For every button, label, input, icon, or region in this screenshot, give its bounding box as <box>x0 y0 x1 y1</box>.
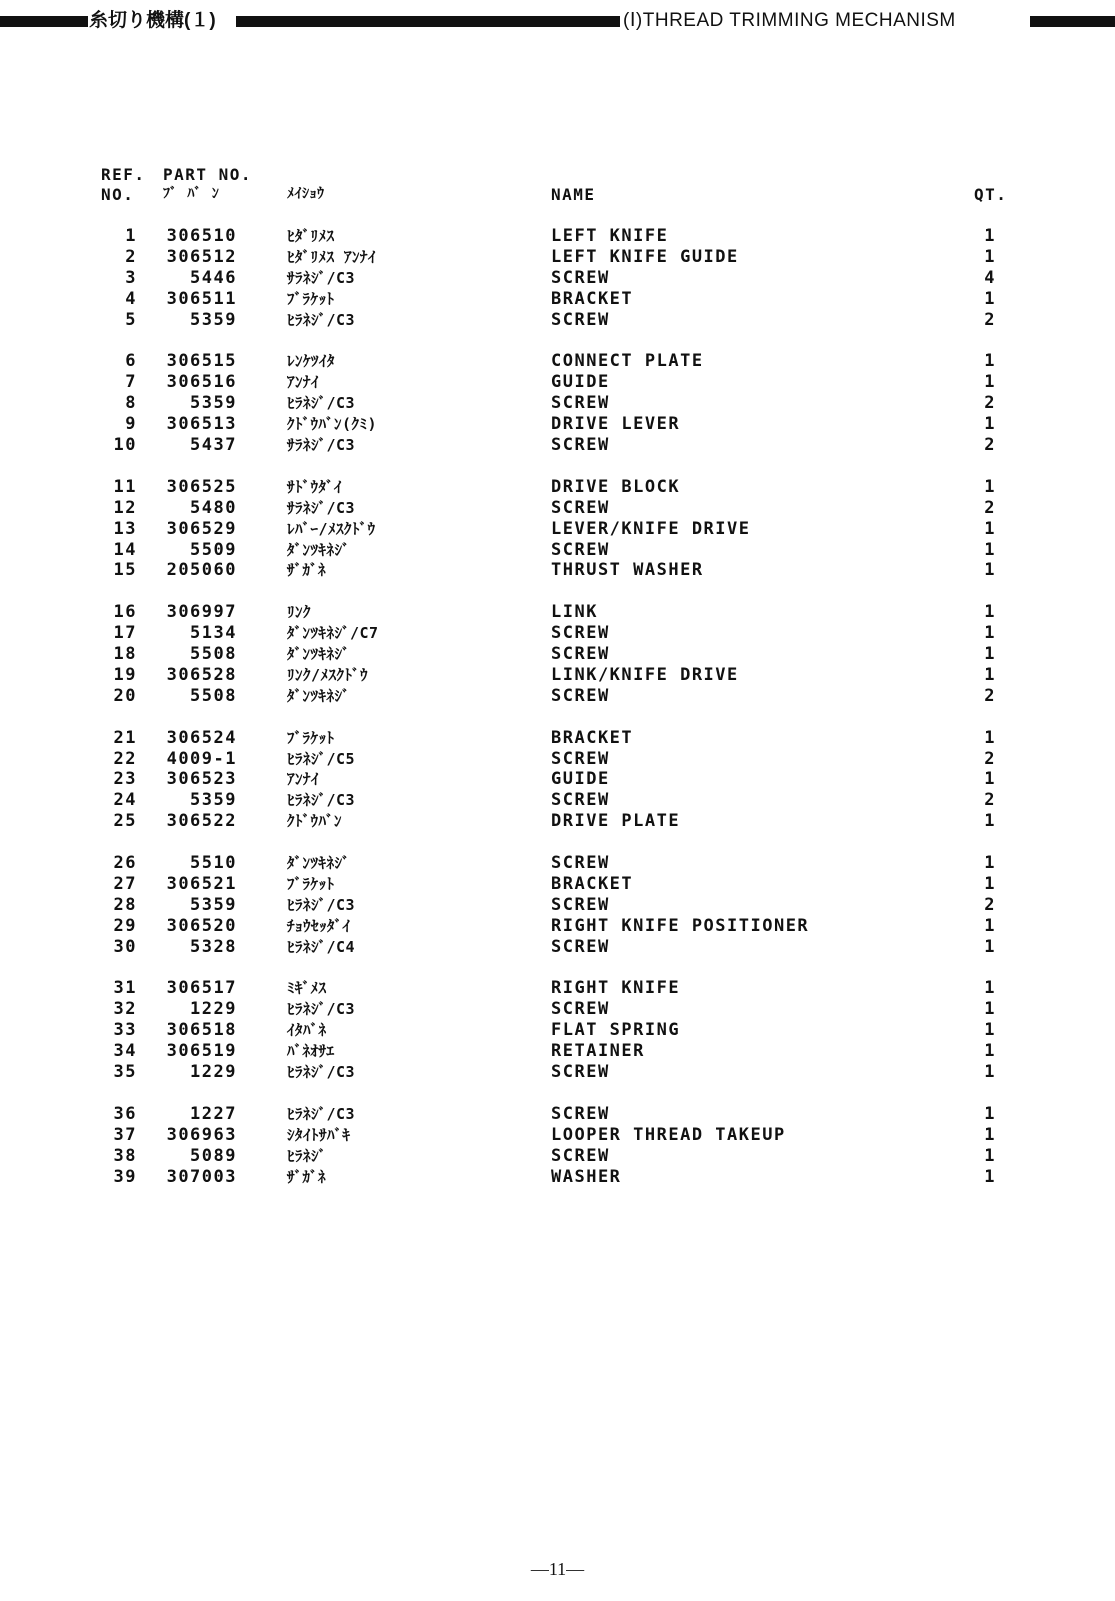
col-ref-line1: REF. <box>101 165 146 184</box>
part-name-jp: ﾋﾗﾈｼﾞ/C3 <box>287 1000 356 1019</box>
ref-no: 26 <box>113 853 137 873</box>
part-name: WASHER <box>551 1166 622 1187</box>
table-row <box>0 686 1115 707</box>
quantity: 1 <box>984 769 996 790</box>
part-name: LEFT KNIFE GUIDE <box>551 246 739 267</box>
part-number: 5134 <box>190 623 237 644</box>
part-name: SCREW <box>551 539 610 560</box>
part-name: LEVER/KNIFE DRIVE <box>551 518 751 539</box>
part-name-jp: ｻﾄﾞｳﾀﾞｲ <box>287 477 343 496</box>
table-row <box>0 623 1115 644</box>
quantity: 2 <box>984 894 996 915</box>
quantity: 2 <box>984 748 996 769</box>
part-name-jp: ｻﾗﾈｼﾞ/C3 <box>287 498 356 517</box>
part-name-jp: ｻﾞｶﾞﾈ <box>287 561 327 580</box>
part-number: 306511 <box>166 288 237 309</box>
ref-no: 37 <box>113 1124 137 1145</box>
ref-no: 19 <box>113 664 137 685</box>
ref-no: 17 <box>113 623 137 644</box>
part-name-jp: ｻﾗﾈｼﾞ/C3 <box>287 268 356 287</box>
col-ref-line2: NO. <box>101 185 135 204</box>
part-number: 306521 <box>166 873 237 894</box>
part-number: 5480 <box>190 497 237 518</box>
table-row <box>0 393 1115 414</box>
quantity: 1 <box>984 372 996 393</box>
quantity: 1 <box>984 853 996 873</box>
table-row <box>0 519 1115 540</box>
ref-no: 38 <box>113 1145 137 1166</box>
part-name-jp: ｱﾝﾅｲ <box>287 770 320 789</box>
part-name-jp: ﾋﾗﾈｼﾞ/C3 <box>287 791 356 810</box>
quantity: 1 <box>984 539 996 560</box>
part-name: FLAT SPRING <box>551 1020 681 1041</box>
table-row <box>0 477 1115 498</box>
part-name-jp: ﾋﾗﾈｼﾞ/C5 <box>287 749 356 768</box>
quantity: 1 <box>984 1103 996 1124</box>
quantity: 2 <box>984 393 996 414</box>
table-row <box>0 540 1115 561</box>
part-number: 1229 <box>190 1062 237 1082</box>
part-name: RIGHT KNIFE <box>551 978 681 999</box>
table-row <box>0 414 1115 435</box>
part-name-jp: ﾋﾗﾈｼﾞ/C3 <box>287 1063 356 1081</box>
ref-no: 18 <box>113 644 137 664</box>
table-row <box>0 372 1115 393</box>
table-row <box>0 999 1115 1020</box>
quantity: 1 <box>984 1020 996 1041</box>
table-row <box>0 1146 1115 1167</box>
ref-no: 9 <box>125 414 137 435</box>
part-name-jp: ﾘﾝｸ <box>287 603 312 622</box>
quantity: 1 <box>984 978 996 999</box>
part-name-jp: ﾋﾀﾞﾘﾒｽ <box>287 227 335 245</box>
part-name: SCREW <box>551 393 610 414</box>
part-name: LINK/KNIFE DRIVE <box>551 664 739 685</box>
table-row <box>0 268 1115 289</box>
part-number: 5089 <box>190 1145 237 1166</box>
part-name-jp: ﾁｮｳｾｯﾀﾞｲ <box>287 916 351 935</box>
part-name: SCREW <box>551 748 610 769</box>
table-row <box>0 1062 1115 1083</box>
ref-no: 3 <box>125 267 137 288</box>
part-name-jp: ﾋﾗﾈｼﾞ/C4 <box>287 937 356 956</box>
part-number: 306518 <box>166 1020 237 1041</box>
ref-no: 23 <box>113 769 137 790</box>
quantity: 1 <box>984 936 996 957</box>
part-name: SCREW <box>551 999 610 1020</box>
part-name-jp: ﾘﾝｸ/ﾒｽｸﾄﾞｳ <box>287 665 369 684</box>
part-number: 306515 <box>166 351 237 372</box>
part-name-jp: ﾋﾗﾈｼﾞ/C3 <box>287 310 356 329</box>
ref-no: 15 <box>113 560 137 581</box>
quantity: 1 <box>984 414 996 435</box>
table-row <box>0 435 1115 456</box>
quantity: 2 <box>984 309 996 330</box>
part-name: SCREW <box>551 936 610 957</box>
part-name: GUIDE <box>551 372 610 393</box>
ref-no: 29 <box>113 915 137 936</box>
ref-no: 39 <box>113 1166 137 1187</box>
quantity: 4 <box>984 267 996 288</box>
part-name-jp: ﾋﾗﾈｼﾞ <box>287 1146 327 1165</box>
ref-no: 11 <box>113 476 137 497</box>
ref-no: 20 <box>113 685 137 706</box>
table-row <box>0 853 1115 874</box>
part-name: DRIVE BLOCK <box>551 476 681 497</box>
part-number: 306524 <box>166 727 237 748</box>
quantity: 1 <box>984 560 996 581</box>
header-bar-right <box>1030 16 1115 27</box>
table-row <box>0 1020 1115 1041</box>
part-name: SCREW <box>551 644 610 664</box>
page-number: —11— <box>530 1559 585 1579</box>
table-row <box>0 895 1115 916</box>
quantity: 1 <box>984 915 996 936</box>
part-number: 306520 <box>166 915 237 936</box>
part-number: 1227 <box>190 1103 237 1124</box>
part-name: LINK <box>551 602 598 623</box>
part-name-jp: ﾀﾞﾝﾂｷﾈｼﾞ <box>287 645 351 663</box>
part-name: BRACKET <box>551 873 634 894</box>
part-name-jp: ﾊﾞﾈｵｻｴ <box>287 1042 335 1061</box>
part-number: 5508 <box>190 685 237 706</box>
part-name: SCREW <box>551 267 610 288</box>
part-number: 306512 <box>166 246 237 267</box>
part-number: 306513 <box>166 414 237 435</box>
part-name-jp: ｻﾗﾈｼﾞ/C3 <box>287 436 356 454</box>
ref-no: 33 <box>113 1020 137 1041</box>
ref-no: 10 <box>113 435 137 455</box>
part-number: 5446 <box>190 267 237 288</box>
quantity: 1 <box>984 873 996 894</box>
ref-no: 12 <box>113 497 137 518</box>
table-row <box>0 1125 1115 1146</box>
quantity: 1 <box>984 246 996 267</box>
quantity: 1 <box>984 476 996 497</box>
table-row <box>0 811 1115 832</box>
part-name: THRUST WASHER <box>551 560 704 581</box>
ref-no: 30 <box>113 936 137 957</box>
table-row <box>0 351 1115 372</box>
quantity: 1 <box>984 351 996 372</box>
quantity: 2 <box>984 435 996 455</box>
table-row <box>0 226 1115 247</box>
ref-no: 22 <box>113 748 137 769</box>
ref-no: 27 <box>113 873 137 894</box>
part-number: 1229 <box>190 999 237 1020</box>
part-number: 307003 <box>166 1166 237 1187</box>
quantity: 2 <box>984 790 996 811</box>
part-name-jp: ﾚﾊﾞｰ/ﾒｽｸﾄﾞｳ <box>287 519 376 538</box>
table-row <box>0 247 1115 268</box>
part-name: SCREW <box>551 894 610 915</box>
table-row <box>0 560 1115 581</box>
part-name: DRIVE PLATE <box>551 811 681 832</box>
part-name: SCREW <box>551 623 610 644</box>
quantity: 1 <box>984 644 996 664</box>
part-number: 5359 <box>190 309 237 330</box>
ref-no: 5 <box>125 309 137 330</box>
part-name: LEFT KNIFE <box>551 226 669 246</box>
header-bar-middle <box>236 16 620 27</box>
part-name-jp: ｲﾀﾊﾞﾈ <box>287 1021 327 1040</box>
part-number: 306516 <box>166 372 237 393</box>
part-number: 306522 <box>166 811 237 832</box>
part-name-jp: ｼﾀｲﾄｻﾊﾞｷ <box>287 1125 351 1144</box>
quantity: 1 <box>984 1145 996 1166</box>
ref-no: 2 <box>125 246 137 267</box>
part-name: DRIVE LEVER <box>551 414 681 435</box>
part-name: SCREW <box>551 853 610 873</box>
part-number: 306517 <box>166 978 237 999</box>
part-number: 5359 <box>190 894 237 915</box>
part-number: 5359 <box>190 393 237 414</box>
ref-no: 21 <box>113 727 137 748</box>
part-name: CONNECT PLATE <box>551 351 704 372</box>
part-name: SCREW <box>551 790 610 811</box>
part-name: SCREW <box>551 1062 610 1082</box>
table-row <box>0 602 1115 623</box>
part-number: 306997 <box>166 602 237 623</box>
quantity: 1 <box>984 1124 996 1145</box>
quantity: 1 <box>984 811 996 832</box>
section-title-en: (Ⅰ)THREAD TRIMMING MECHANISM <box>623 10 956 31</box>
ref-no: 24 <box>113 790 137 811</box>
table-row <box>0 728 1115 749</box>
quantity: 1 <box>984 518 996 539</box>
quantity: 1 <box>984 664 996 685</box>
part-name: SCREW <box>551 309 610 330</box>
part-number: 5510 <box>190 853 237 873</box>
part-number: 5508 <box>190 644 237 664</box>
part-name: SCREW <box>551 435 610 455</box>
part-number: 306519 <box>166 1041 237 1062</box>
part-number: 4009-1 <box>166 748 237 769</box>
table-row <box>0 665 1115 686</box>
part-name-jp: ﾋﾀﾞﾘﾒｽ ｱﾝﾅｲ <box>287 247 377 266</box>
part-name: LOOPER THREAD TAKEUP <box>551 1124 786 1145</box>
part-name-jp: ｸﾄﾞｳﾊﾞﾝ(ｸﾐ) <box>287 415 378 434</box>
ref-no: 35 <box>113 1062 137 1082</box>
col-name: NAME <box>551 185 596 204</box>
part-name-jp: ﾋﾗﾈｼﾞ/C3 <box>287 394 356 413</box>
part-name-jp: ﾌﾞﾗｹｯﾄ <box>287 289 335 308</box>
part-name-jp: ﾐｷﾞﾒｽ <box>287 979 327 998</box>
section-title-jp: 糸切り機構(１) <box>89 10 216 31</box>
part-name: SCREW <box>551 497 610 518</box>
part-name: BRACKET <box>551 727 634 748</box>
part-number: 5437 <box>190 435 237 455</box>
table-row <box>0 498 1115 519</box>
part-name: SCREW <box>551 1103 610 1124</box>
ref-no: 14 <box>113 539 137 560</box>
quantity: 1 <box>984 1041 996 1062</box>
table-row <box>0 1104 1115 1125</box>
col-part-line2: ﾌﾞ ﾊﾞ ﾝ <box>163 186 220 202</box>
part-name: BRACKET <box>551 288 634 309</box>
part-number: 306528 <box>166 664 237 685</box>
table-row <box>0 310 1115 331</box>
table-row <box>0 769 1115 790</box>
quantity: 1 <box>984 226 996 246</box>
col-qty: QT. <box>974 185 1008 204</box>
table-row <box>0 790 1115 811</box>
part-number: 306529 <box>166 518 237 539</box>
ref-no: 13 <box>113 518 137 539</box>
part-name-jp: ﾚﾝｹﾂｲﾀ <box>287 352 336 371</box>
quantity: 1 <box>984 288 996 309</box>
table-row <box>0 916 1115 937</box>
part-name-jp: ﾋﾗﾈｼﾞ/C3 <box>287 895 356 914</box>
part-name-jp: ﾀﾞﾝﾂｷﾈｼﾞ <box>287 686 351 705</box>
part-number: 205060 <box>166 560 237 581</box>
part-name-jp: ﾌﾞﾗｹｯﾄ <box>287 874 335 893</box>
quantity: 1 <box>984 623 996 644</box>
table-row <box>0 874 1115 895</box>
part-name: RETAINER <box>551 1041 645 1062</box>
quantity: 1 <box>984 1062 996 1082</box>
quantity: 1 <box>984 602 996 623</box>
ref-no: 32 <box>113 999 137 1020</box>
ref-no: 8 <box>125 393 137 414</box>
part-name: SCREW <box>551 1145 610 1166</box>
ref-no: 36 <box>113 1103 137 1124</box>
table-row <box>0 289 1115 310</box>
ref-no: 28 <box>113 894 137 915</box>
ref-no: 6 <box>125 351 137 372</box>
part-number: 5328 <box>190 936 237 957</box>
part-name-jp: ｸﾄﾞｳﾊﾞﾝ <box>287 812 343 831</box>
part-name-jp: ﾀﾞﾝﾂｷﾈｼﾞ/C7 <box>287 624 379 643</box>
ref-no: 4 <box>125 288 137 309</box>
quantity: 1 <box>984 1166 996 1187</box>
col-part-line1: PART NO. <box>163 165 253 184</box>
part-number: 5359 <box>190 790 237 811</box>
part-name: GUIDE <box>551 769 610 790</box>
part-number: 5509 <box>190 539 237 560</box>
table-row <box>0 749 1115 770</box>
table-row <box>0 644 1115 665</box>
table-row <box>0 937 1115 958</box>
part-name-jp: ｱﾝﾅｲ <box>287 373 320 392</box>
part-name-jp: ﾀﾞﾝﾂｷﾈｼﾞ <box>287 854 351 872</box>
part-name-jp: ﾌﾞﾗｹｯﾄ <box>287 728 335 747</box>
part-name-jp: ﾀﾞﾝﾂｷﾈｼﾞ <box>287 540 351 559</box>
ref-no: 34 <box>113 1041 137 1062</box>
table-row <box>0 978 1115 999</box>
part-number: 306510 <box>166 226 237 246</box>
part-name-jp: ｻﾞｶﾞﾈ <box>287 1167 327 1186</box>
ref-no: 25 <box>113 811 137 832</box>
quantity: 2 <box>984 685 996 706</box>
table-row <box>0 1041 1115 1062</box>
quantity: 2 <box>984 497 996 518</box>
part-number: 306963 <box>166 1124 237 1145</box>
part-number: 306525 <box>166 476 237 497</box>
part-name-jp: ﾋﾗﾈｼﾞ/C3 <box>287 1104 356 1123</box>
quantity: 1 <box>984 727 996 748</box>
part-name: RIGHT KNIFE POSITIONER <box>551 915 810 936</box>
col-jp-name: ﾒｲｼｮｳ <box>287 186 325 202</box>
quantity: 1 <box>984 999 996 1020</box>
header-bar-left <box>0 16 88 27</box>
part-name: SCREW <box>551 685 610 706</box>
ref-no: 16 <box>113 602 137 623</box>
ref-no: 1 <box>125 226 137 246</box>
ref-no: 31 <box>113 978 137 999</box>
table-row <box>0 1167 1115 1188</box>
ref-no: 7 <box>125 372 137 393</box>
part-number: 306523 <box>166 769 237 790</box>
